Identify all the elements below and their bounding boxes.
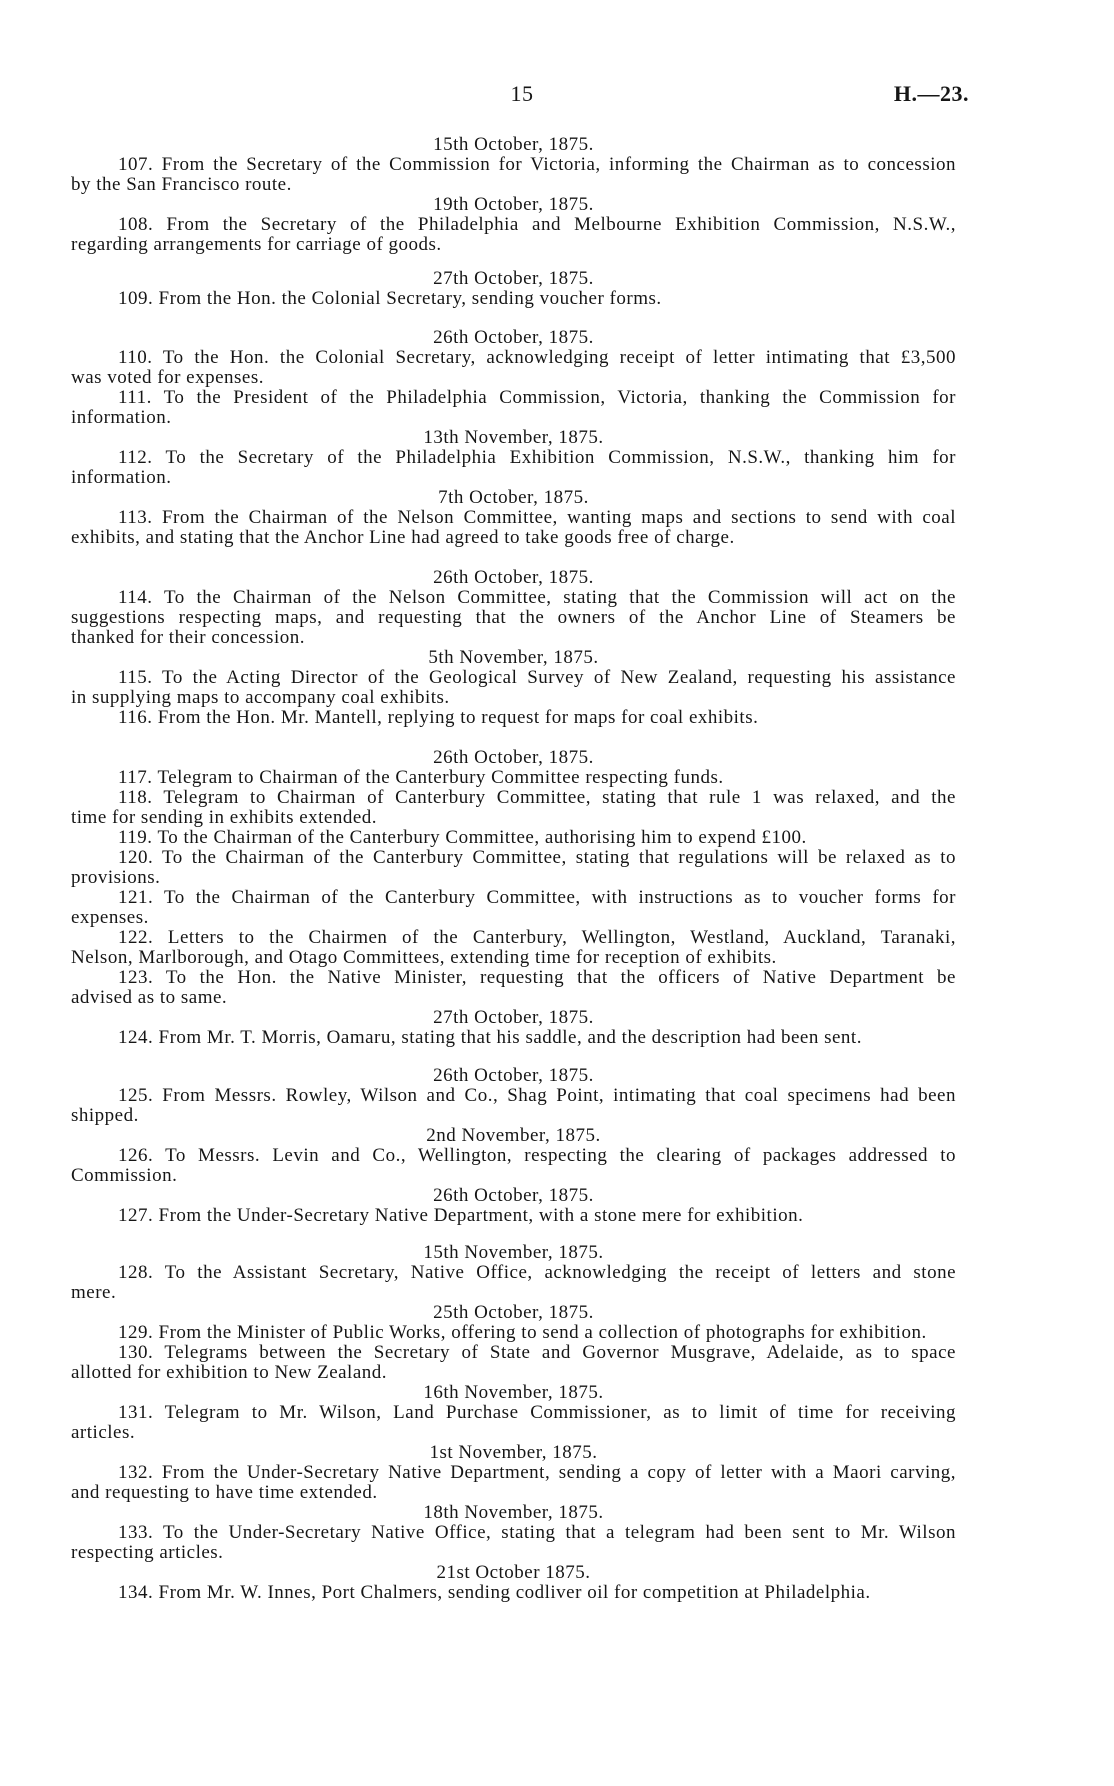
entry-text: regarding arrangements for carriage of goods. [71, 234, 442, 255]
register-entry [71, 848, 956, 888]
entry-number: 110. [118, 347, 153, 368]
entry-number: 126. [118, 1145, 154, 1166]
entry-text: Telegram to Chairman of the Canterbury Committee respecting funds. [157, 767, 724, 788]
register-entry [71, 508, 956, 548]
register-entry [71, 668, 956, 708]
entry-line [71, 948, 956, 968]
register-entry [71, 348, 956, 388]
entry-text: information. [71, 467, 172, 488]
entry-text: Telegrams between the Secretary of State and Governor Musgrave, Adelaide, as to space [164, 1342, 956, 1363]
register-entry [71, 588, 956, 648]
entry-number: 118. [118, 787, 153, 808]
entry-line [71, 828, 956, 848]
entry-text: was voted for expenses. [71, 367, 265, 388]
register-entry [71, 1206, 956, 1226]
register-entry [71, 1523, 956, 1563]
entry-line [71, 788, 956, 808]
entry-text: shipped. [71, 1105, 139, 1126]
date-section [71, 1303, 956, 1383]
entry-number: 120. [118, 847, 154, 868]
date-heading: 21st October 1875. [436, 1562, 591, 1583]
entry-text: suggestions respecting maps, and requesting that the owners of the Anchor Line of Steamers be [71, 607, 956, 628]
register-entry [71, 708, 956, 728]
register-entry [71, 1343, 956, 1383]
entry-number: 124. [118, 1027, 154, 1048]
entry-line [71, 368, 956, 388]
entry-line [71, 1583, 956, 1603]
register-entry [71, 1146, 956, 1186]
entry-line [71, 1543, 956, 1563]
entry-text: in supplying maps to accompany coal exhibits. [71, 687, 450, 708]
entry-line [71, 848, 956, 868]
date-heading: 26th October, 1875. [433, 567, 594, 588]
entry-line [71, 1086, 956, 1106]
entry-text: respecting articles. [71, 1542, 224, 1563]
entry-text: Commission. [71, 1165, 178, 1186]
entry-number: 134. [118, 1582, 154, 1603]
date-heading: 15th November, 1875. [423, 1242, 604, 1263]
register-entry [71, 1583, 956, 1603]
entry-line [71, 908, 956, 928]
date-heading: 26th October, 1875. [433, 1065, 594, 1086]
entry-text: To the President of the Philadelphia Commission, Victoria, thanking the Commission for [163, 387, 956, 408]
entry-line [71, 468, 956, 488]
register-entry [71, 289, 956, 309]
register-entry [71, 388, 956, 428]
entry-line [71, 1423, 956, 1443]
entry-text: To the Assistant Secretary, Native Office, acknowledging the receipt of letters and stone [164, 1262, 956, 1283]
entry-line [71, 968, 956, 988]
entry-number: 113. [118, 507, 153, 528]
register-entry [71, 1028, 956, 1048]
entry-line [71, 1106, 956, 1126]
entry-line [71, 348, 956, 368]
entry-text: mere. [71, 1282, 117, 1303]
entry-line [71, 608, 956, 628]
entry-text: and requesting to have time extended. [71, 1482, 378, 1503]
register-entry [71, 928, 956, 968]
register-entry [71, 155, 956, 195]
entry-line [71, 1363, 956, 1383]
date-heading: 27th October, 1875. [433, 268, 594, 289]
entry-text: From Mr. T. Morris, Oamaru, stating that his saddle, and the description had been sent. [158, 1027, 862, 1048]
date-section [71, 488, 956, 548]
entry-text: To Messrs. Levin and Co., Wellington, respecting the clearing of packages addressed to [165, 1145, 956, 1166]
entry-number: 115. [118, 667, 153, 688]
entry-line [71, 1323, 956, 1343]
entry-number: 107. [118, 154, 154, 175]
date-section [71, 1066, 956, 1126]
entry-line [71, 215, 956, 235]
date-heading: 5th November, 1875. [428, 647, 599, 668]
entry-number: 130. [118, 1342, 154, 1363]
entry-number: 128. [118, 1262, 154, 1283]
page-header [0, 82, 1114, 106]
entry-text: From the Secretary of the Commission for Victoria, informing the Chairman as to concession [161, 154, 956, 175]
entry-text: articles. [71, 1422, 136, 1443]
entry-number: 114. [118, 587, 153, 608]
entry-text: Letters to the Chairmen of the Canterbury, Wellington, Westland, Auckland, Taranaki, [167, 927, 957, 948]
entry-number: 117. [118, 767, 153, 788]
entry-line [71, 508, 956, 528]
entry-line [71, 155, 956, 175]
date-section [71, 428, 956, 488]
correspondence-register [71, 135, 956, 1603]
entry-text: To the Chairman of the Canterbury Committee, stating that regulations will be relaxed as to [161, 847, 956, 868]
entry-text: exhibits, and stating that the Anchor Line had agreed to take goods free of charge. [71, 527, 735, 548]
entry-number: 127. [118, 1205, 154, 1226]
entry-number: 112. [118, 447, 153, 468]
entry-line [71, 528, 956, 548]
entry-line [71, 688, 956, 708]
entry-text: From the Under-Secretary Native Department, with a stone mere for exhibition. [158, 1205, 804, 1226]
entry-text: Telegram to Chairman of Canterbury Committee, stating that rule 1 was relaxed, and the [163, 787, 956, 808]
entry-number: 131. [118, 1402, 154, 1423]
entry-text: by the San Francisco route. [71, 174, 292, 195]
date-section [71, 568, 956, 648]
entry-text: To the Hon. the Colonial Secretary, acknowledging receipt of letter intimating that £3,500 [162, 347, 956, 368]
register-entry [71, 768, 956, 788]
entry-text: From the Hon. Mr. Mantell, replying to request for maps for coal exhibits. [157, 707, 759, 728]
entry-text: provisions. [71, 867, 161, 888]
entry-number: 109. [118, 288, 154, 309]
register-entry [71, 1323, 956, 1343]
entry-line [71, 1146, 956, 1166]
entry-line [71, 928, 956, 948]
entry-number: 111. [118, 387, 152, 408]
date-section [71, 1008, 956, 1048]
date-section [71, 1383, 956, 1443]
entry-text: To the Hon. the Native Minister, requesting that the officers of Native Department be [165, 967, 956, 988]
entry-text: Telegram to Mr. Wilson, Land Purchase Commissioner, as to limit of time for receiving [164, 1402, 956, 1423]
entry-line [71, 708, 956, 728]
date-section [71, 1243, 956, 1303]
entry-line [71, 668, 956, 688]
paper-reference: H.—23. [893, 81, 969, 106]
entry-number: 119. [118, 827, 153, 848]
entry-number: 116. [118, 707, 153, 728]
entry-line [71, 1283, 956, 1303]
entry-number: 121. [118, 887, 154, 908]
entry-line [71, 988, 956, 1008]
entry-number: 122. [118, 927, 154, 948]
entry-line [71, 628, 956, 648]
date-section [71, 135, 956, 195]
entry-line [71, 768, 956, 788]
entry-line [71, 1343, 956, 1363]
date-heading: 19th October, 1875. [433, 194, 594, 215]
entry-line [71, 1523, 956, 1543]
date-section [71, 1186, 956, 1226]
date-heading: 7th October, 1875. [438, 487, 589, 508]
entry-line [71, 448, 956, 468]
date-section [71, 328, 956, 428]
entry-line [71, 1263, 956, 1283]
entry-text: information. [71, 407, 172, 428]
entry-text: To the Chairman of the Canterbury Committee, with instructions as to voucher forms for [163, 887, 956, 908]
entry-text: From the Hon. the Colonial Secretary, sending voucher forms. [158, 288, 662, 309]
date-section [71, 195, 956, 255]
entry-line [71, 1206, 956, 1226]
date-heading: 15th October, 1875. [433, 134, 594, 155]
entry-text: Nelson, Marlborough, and Otago Committees, extending time for reception of exhibits. [71, 947, 777, 968]
entry-text: allotted for exhibition to New Zealand. [71, 1362, 388, 1383]
register-entry [71, 448, 956, 488]
date-section [71, 1443, 956, 1503]
date-heading: 16th November, 1875. [423, 1382, 604, 1403]
date-section [71, 1563, 956, 1603]
entry-number: 133. [118, 1522, 154, 1543]
entry-number: 125. [118, 1085, 154, 1106]
entry-number: 129. [118, 1322, 154, 1343]
entry-text: From the Minister of Public Works, offering to send a collection of photographs for exhibition. [158, 1322, 927, 1343]
date-heading: 25th October, 1875. [433, 1302, 594, 1323]
date-heading: 2nd November, 1875. [426, 1125, 601, 1146]
entry-text: To the Secretary of the Philadelphia Exhibition Commission, N.S.W., thanking him for [165, 447, 956, 468]
register-entry [71, 1463, 956, 1503]
entry-line [71, 888, 956, 908]
entry-text: expenses. [71, 907, 149, 928]
register-entry [71, 1403, 956, 1443]
entry-line [71, 1166, 956, 1186]
date-heading: 26th October, 1875. [433, 747, 594, 768]
entry-text: thanked for their concession. [71, 627, 305, 648]
entry-text: advised as to same. [71, 987, 228, 1008]
entry-text: To the Under-Secretary Native Office, stating that a telegram had been sent to Mr. Wilson [162, 1522, 956, 1543]
date-heading: 26th October, 1875. [433, 1185, 594, 1206]
date-heading: 26th October, 1875. [433, 327, 594, 348]
entry-number: 108. [118, 214, 154, 235]
entry-text: From the Chairman of the Nelson Committee, wanting maps and sections to send with coal [161, 507, 956, 528]
date-section [71, 648, 956, 728]
date-section [71, 748, 956, 1008]
date-heading: 27th October, 1875. [433, 1007, 594, 1028]
register-entry [71, 788, 956, 828]
entry-line [71, 388, 956, 408]
entry-text: From the Secretary of the Philadelphia and Melbourne Exhibition Commission, N.S.W., [166, 214, 957, 235]
entry-number: 123. [118, 967, 154, 988]
entry-text: From Messrs. Rowley, Wilson and Co., Shag Point, intimating that coal specimens had been [162, 1085, 956, 1106]
entry-line [71, 808, 956, 828]
register-entry [71, 828, 956, 848]
entry-line [71, 1463, 956, 1483]
register-entry [71, 1263, 956, 1303]
date-heading: 1st November, 1875. [429, 1442, 598, 1463]
entry-line [71, 175, 956, 195]
entry-number: 132. [118, 1462, 154, 1483]
date-section [71, 1126, 956, 1186]
date-heading: 13th November, 1875. [423, 427, 604, 448]
entry-line [71, 1028, 956, 1048]
register-entry [71, 888, 956, 928]
register-entry [71, 215, 956, 255]
register-entry [71, 968, 956, 1008]
entry-line [71, 408, 956, 428]
entry-line [71, 1403, 956, 1423]
entry-text: To the Acting Director of the Geological Survey of New Zealand, requesting his assistance [162, 667, 956, 688]
date-heading: 18th November, 1875. [423, 1502, 604, 1523]
entry-text: To the Chairman of the Nelson Committee, stating that the Commission will act on the [163, 587, 956, 608]
date-section [71, 1503, 956, 1563]
entry-line [71, 235, 956, 255]
entry-line [71, 588, 956, 608]
date-section [71, 269, 956, 309]
entry-text: From Mr. W. Innes, Port Chalmers, sending codliver oil for competition at Philadelphia. [158, 1582, 871, 1603]
entry-text: time for sending in exhibits extended. [71, 807, 378, 828]
entry-line [71, 1483, 956, 1503]
entry-line [71, 289, 956, 309]
register-entry [71, 1086, 956, 1126]
entry-line [71, 868, 956, 888]
entry-text: From the Under-Secretary Native Department, sending a copy of letter with a Maori carving, [161, 1462, 957, 1483]
page-number: 15 [510, 81, 534, 106]
entry-text: To the Chairman of the Canterbury Committee, authorising him to expend £100. [157, 827, 807, 848]
